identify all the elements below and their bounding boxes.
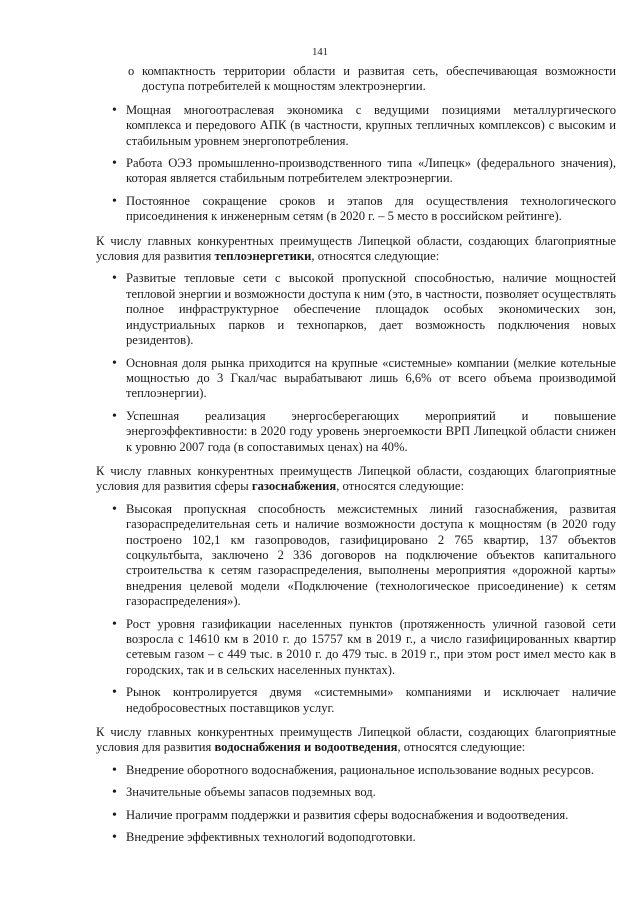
section-topic: газоснабжения — [251, 479, 337, 494]
list-item: • Работа ОЭЗ промышленно-производственного типа «Липецк» (федерального значения), которая является стабильным потребителем электроэнергии. — [96, 156, 616, 187]
page-number: 141 — [312, 47, 328, 58]
gas-bullet-list — [96, 502, 616, 716]
list-item: • Высокая пропускная способность межсистемных линий газоснабжения, развитая газораспределительная сеть и наличие возможности доступа к мощностям (в 2020 году построено 102,1 км газопроводов, газифицировано 2 765 квартир, 137 объектов соцкультбыта, заключено 2 336 договоров на подключение объектов капитального строительства к сетям газораспределения, выполнены мероприятия «дорожной карты» внедрения целевой модели «Подключение (технологическое присоединение) к сетям газораспределения»). — [96, 502, 616, 610]
document-body — [96, 64, 616, 845]
section-topic: водоснабжения и водоотведения — [214, 740, 398, 755]
list-item: • Значительные объемы запасов подземных вод. — [96, 785, 616, 800]
list-item: • Наличие программ поддержки и развития сферы водоснабжения и водоотведения. — [96, 808, 616, 823]
list-item: • Основная доля рынка приходится на крупные «системные» компании (мелкие котельные мощностью до 3 Гкал/час вырабатывают лишь 6,6% от всего объема производимой теплоэнергии). — [96, 356, 616, 402]
section-lead-water: К числу главных конкурентных преимуществ Липецкой области, создающих благоприятные условия для развития водоснабжения и водоотведения, относятся следующие: — [96, 725, 616, 755]
top-bullet-list — [96, 103, 616, 225]
list-item: • Рынок контролируется двумя «системными» компаниями и исключает наличие недобросовестных поставщиков услуг. — [96, 685, 616, 716]
section-lead-gas: К числу главных конкурентных преимуществ Липецкой области, создающих благоприятные условия для развития сферы газоснабжения, относятся следующие: — [96, 463, 616, 494]
list-item: • Постоянное сокращение сроков и этапов для осуществления технологического присоединения к инженерным сетям (в 2020 г. – 5 место в российском рейтинге). — [96, 194, 616, 225]
list-item: • Внедрение оборотного водоснабжения, рациональное использование водных ресурсов. — [96, 763, 616, 778]
list-item: • Мощная многоотраслевая экономика с ведущими позициями металлургического комплекса и передового АПК (в частности, крупных тепличных комплексов) с высоким и стабильным уровнем энергопотребления. — [96, 103, 616, 149]
sub-list-item: o компактность территории области и развитая сеть, обеспечивающая возможности доступа потребителей к мощностям электроэнергии. — [96, 64, 616, 95]
list-item: • Успешная реализация энергосберегающих мероприятий и повышение энергоэффективности: в 2020 году уровень энергоемкости ВРП Липецкой области снижен к уровню 2007 года (в сопоставимых ценах) на 40%. — [96, 409, 616, 455]
section-topic: теплоэнергетики — [214, 249, 312, 264]
heat-bullet-list — [96, 271, 616, 454]
section-lead-heat: К числу главных конкурентных преимуществ Липецкой области, создающих благоприятные условия для развития теплоэнергетики, относятся следующие: — [96, 233, 616, 264]
water-bullet-list — [96, 763, 616, 846]
top-sub-list — [96, 64, 616, 95]
list-item: • Внедрение эффективных технологий водоподготовки. — [96, 830, 616, 845]
list-item: • Развитые тепловые сети с высокой пропускной способностью, наличие мощностей тепловой энергии и возможности доступа к ним (это, в частности, позволяет осуществлять полное инфраструктурное обеспечение площадок особых экономических зон, индустриальных парков и технопарков, дает возможность подключения новых резидентов). — [96, 271, 616, 348]
list-item: • Рост уровня газификации населенных пунктов (протяженность уличной газовой сети возросла с 14610 км в 2010 г. до 15757 км в 2019 г., а число газифицированных квартир сетевым газом – с 449 тыс. в 2010 г. до 479 тыс. в 2019 г., при этом рост имел место как в городских, так и в сельских населенных пунктах). — [96, 617, 616, 679]
